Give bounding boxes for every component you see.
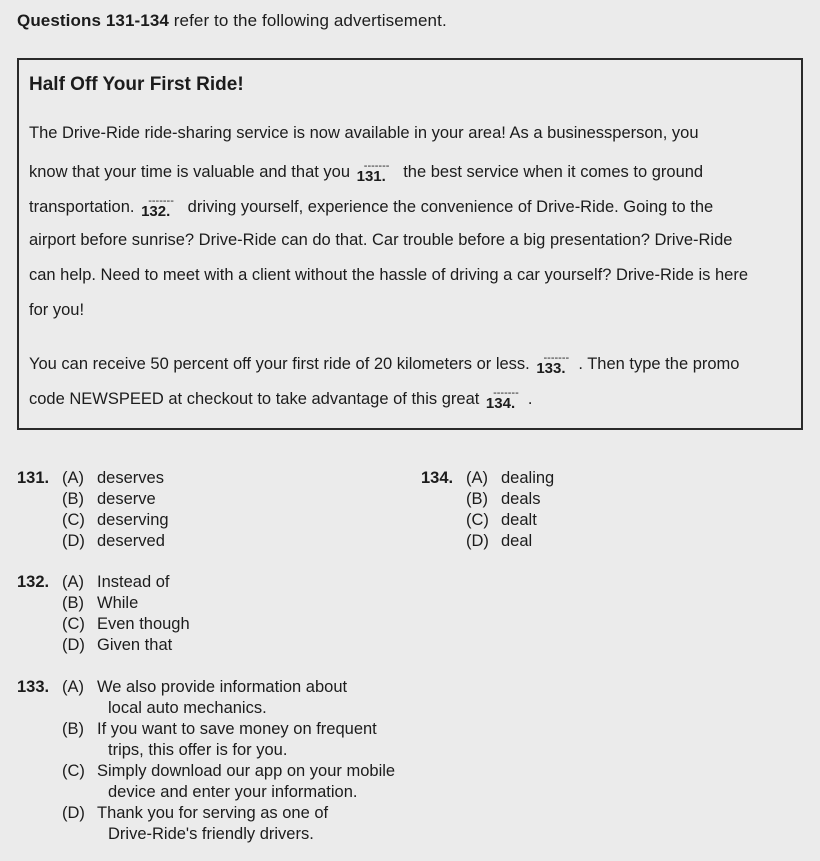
option-letter: (B) <box>62 720 84 738</box>
blank-dashes: ------- <box>493 389 519 398</box>
question-number: 132. <box>17 573 50 591</box>
blank-dashes: ------- <box>148 197 174 206</box>
ad-text: the best service when it comes to ground <box>398 163 704 181</box>
ad-title: Half Off Your First Ride! <box>29 74 244 95</box>
question-133 <box>17 678 417 848</box>
option-letter: (C) <box>62 511 85 529</box>
option-b[interactable] <box>62 720 377 739</box>
intro-text: refer to the following advertisement. <box>168 11 447 30</box>
option-text: dealt <box>501 511 537 529</box>
ad-text: . Then type the promo <box>578 355 740 373</box>
option-text: Even though <box>97 615 190 633</box>
option-letter: (C) <box>62 762 85 780</box>
option-letter: (A) <box>62 469 84 487</box>
option-b[interactable] <box>62 594 138 613</box>
option-letter: (D) <box>466 532 489 550</box>
ad-line: for you! <box>29 301 85 319</box>
option-a-continuation: local auto mechanics. <box>108 699 267 717</box>
question-132 <box>17 573 397 663</box>
option-text: deserved <box>97 532 165 550</box>
option-letter: (D) <box>62 532 85 550</box>
option-d[interactable] <box>466 532 532 551</box>
option-letter: (C) <box>466 511 489 529</box>
blank-132 <box>139 196 183 220</box>
option-c[interactable] <box>62 511 169 530</box>
option-text: Simply download our app on your mobile <box>97 762 396 780</box>
option-text: deserving <box>97 511 169 529</box>
blank-dashes: ------- <box>363 162 390 171</box>
option-b-continuation: trips, this offer is for you. <box>108 741 288 759</box>
blank-dashes: ------- <box>543 354 570 363</box>
option-text: Thank you for serving as one of <box>97 804 329 822</box>
option-c[interactable] <box>466 511 537 530</box>
option-a[interactable] <box>62 469 164 488</box>
option-text: deserve <box>97 490 156 508</box>
option-b[interactable] <box>466 490 540 509</box>
option-d[interactable] <box>62 532 165 551</box>
option-letter: (A) <box>466 469 488 487</box>
option-letter: (D) <box>62 636 85 654</box>
question-131 <box>17 469 397 559</box>
option-text: We also provide information about <box>97 678 348 696</box>
blank-number: 131. <box>356 168 386 185</box>
ad-line <box>29 161 704 185</box>
option-d-continuation: Drive-Ride's friendly drivers. <box>108 825 314 843</box>
ad-text: . <box>527 390 533 408</box>
option-b[interactable] <box>62 490 156 509</box>
question-number: 131. <box>17 469 50 487</box>
option-letter: (B) <box>62 490 84 508</box>
ad-line <box>29 196 714 220</box>
blank-133 <box>534 353 578 377</box>
option-text: deserves <box>97 469 164 487</box>
option-a[interactable] <box>466 469 554 488</box>
ad-line: The Drive-Ride ride-sharing service is now available in your area! As a businessperson, you <box>29 124 699 142</box>
option-d[interactable] <box>62 636 172 655</box>
option-letter: (C) <box>62 615 85 633</box>
option-letter: (A) <box>62 573 84 591</box>
option-text: Instead of <box>97 573 170 591</box>
ad-text: You can receive 50 percent off your first ride of 20 kilometers or less. <box>29 355 535 373</box>
blank-number: 134. <box>485 395 516 412</box>
ad-text: transportation. <box>29 198 140 216</box>
option-text: If you want to save money on frequent <box>97 720 377 738</box>
option-c-continuation: device and enter your information. <box>108 783 358 801</box>
option-text: deal <box>501 532 533 550</box>
option-letter: (D) <box>62 804 85 822</box>
ad-line <box>29 353 740 377</box>
option-a[interactable] <box>62 573 169 592</box>
option-text: dealing <box>501 469 555 487</box>
ad-text: driving yourself, experience the convenience of Drive-Ride. Going to the <box>183 198 714 216</box>
option-letter: (B) <box>466 490 488 508</box>
option-letter: (B) <box>62 594 84 612</box>
option-d[interactable] <box>62 804 328 823</box>
ad-line <box>29 388 533 412</box>
ad-text: code NEWSPEED at checkout to take advantage of this great <box>29 390 484 408</box>
blank-134 <box>484 388 528 412</box>
option-text: While <box>97 594 139 612</box>
ad-text: know that your time is valuable and that you <box>29 163 355 181</box>
question-134 <box>421 469 801 559</box>
question-number: 134. <box>421 469 454 487</box>
ad-line: airport before sunrise? Drive-Ride can do that. Car trouble before a big presentation? Drive-Ride <box>29 231 733 249</box>
advertisement-box <box>17 58 803 430</box>
option-a[interactable] <box>62 678 347 697</box>
intro-line <box>17 11 447 31</box>
option-text: Given that <box>97 636 173 654</box>
blank-number: 132. <box>141 203 171 220</box>
option-letter: (A) <box>62 678 84 696</box>
option-c[interactable] <box>62 615 190 634</box>
option-text: deals <box>501 490 541 508</box>
intro-question-range: Questions 131-134 <box>17 11 169 30</box>
blank-131 <box>355 161 399 185</box>
blank-number: 133. <box>536 360 566 377</box>
option-c[interactable] <box>62 762 395 781</box>
question-number: 133. <box>17 678 50 696</box>
ad-line: can help. Need to meet with a client without the hassle of driving a car yourself? Drive-Ride is here <box>29 266 749 284</box>
